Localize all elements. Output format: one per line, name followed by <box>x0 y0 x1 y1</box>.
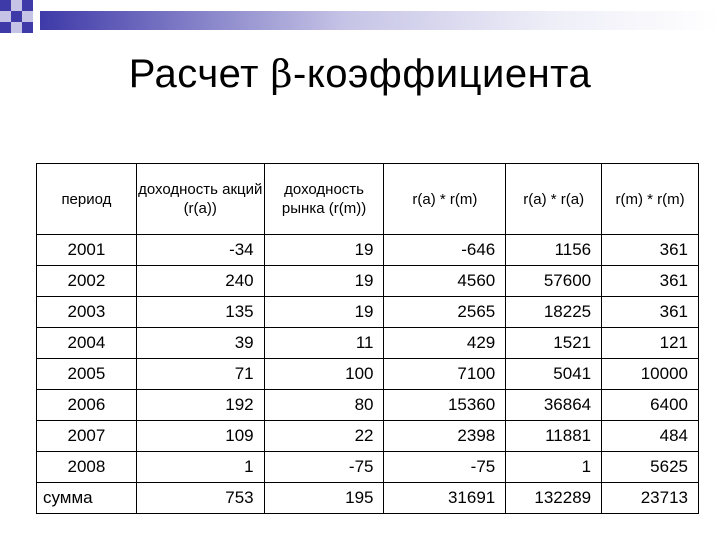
market-return-cell: -75 <box>264 452 384 483</box>
title-beta-symbol: β <box>270 52 293 96</box>
table-row <box>37 235 699 266</box>
ra-ra-cell: 36864 <box>506 390 602 421</box>
market-return-cell: 19 <box>264 297 384 328</box>
period-cell: 2002 <box>37 266 137 297</box>
ra-ra-cell: 1 <box>506 452 602 483</box>
rm-rm-cell: 484 <box>602 421 699 452</box>
period-cell: 2006 <box>37 390 137 421</box>
market-return-cell: 22 <box>264 421 384 452</box>
total-stock-return-cell: 753 <box>136 483 264 514</box>
table-row <box>37 452 699 483</box>
period-cell: 2001 <box>37 235 137 266</box>
stock-return-cell: 192 <box>136 390 264 421</box>
stock-return-cell: 109 <box>136 421 264 452</box>
ra-ra-cell: 11881 <box>506 421 602 452</box>
rm-rm-cell: 361 <box>602 235 699 266</box>
ra-rm-cell: 4560 <box>384 266 506 297</box>
stock-return-cell: -34 <box>136 235 264 266</box>
period-cell: 2008 <box>37 452 137 483</box>
table-row <box>37 390 699 421</box>
header-stock-return: доходность акций (r(a)) <box>136 164 264 235</box>
header-ra-rm: r(a) * r(m) <box>384 164 506 235</box>
table-row <box>37 266 699 297</box>
deco-square <box>22 0 33 11</box>
table-header-row <box>37 164 699 235</box>
stock-return-cell: 39 <box>136 328 264 359</box>
header-ra-ra: r(a) * r(a) <box>506 164 602 235</box>
ra-rm-cell: -646 <box>384 235 506 266</box>
title-suffix: -коэффициента <box>293 52 592 96</box>
table-row <box>37 359 699 390</box>
ra-ra-cell: 1156 <box>506 235 602 266</box>
total-ra-ra-cell: 132289 <box>506 483 602 514</box>
ra-rm-cell: 15360 <box>384 390 506 421</box>
stock-return-cell: 71 <box>136 359 264 390</box>
market-return-cell: 80 <box>264 390 384 421</box>
period-cell: 2003 <box>37 297 137 328</box>
ra-rm-cell: 2398 <box>384 421 506 452</box>
stock-return-cell: 135 <box>136 297 264 328</box>
deco-square <box>11 11 22 22</box>
ra-rm-cell: 7100 <box>384 359 506 390</box>
deco-square <box>11 22 22 33</box>
market-return-cell: 19 <box>264 235 384 266</box>
deco-gradient-stripe <box>40 11 720 30</box>
beta-calculation-table <box>36 163 699 514</box>
header-rm-rm: r(m) * r(m) <box>602 164 699 235</box>
ra-ra-cell: 5041 <box>506 359 602 390</box>
header-market-return: доходность рынка (r(m)) <box>264 164 384 235</box>
deco-square <box>22 22 33 33</box>
header-period: период <box>37 164 137 235</box>
total-label: сумма <box>37 483 137 514</box>
total-rm-rm-cell: 23713 <box>602 483 699 514</box>
table-row <box>37 421 699 452</box>
total-ra-rm-cell: 31691 <box>384 483 506 514</box>
rm-rm-cell: 6400 <box>602 390 699 421</box>
total-row <box>37 483 699 514</box>
ra-ra-cell: 18225 <box>506 297 602 328</box>
period-cell: 2007 <box>37 421 137 452</box>
ra-rm-cell: 2565 <box>384 297 506 328</box>
ra-ra-cell: 1521 <box>506 328 602 359</box>
stock-return-cell: 1 <box>136 452 264 483</box>
deco-square <box>0 11 11 22</box>
stock-return-cell: 240 <box>136 266 264 297</box>
deco-square <box>22 11 33 22</box>
rm-rm-cell: 121 <box>602 328 699 359</box>
market-return-cell: 19 <box>264 266 384 297</box>
decorative-header-pattern <box>0 0 720 40</box>
title-prefix: Расчет <box>128 52 271 96</box>
period-cell: 2005 <box>37 359 137 390</box>
rm-rm-cell: 5625 <box>602 452 699 483</box>
total-market-return-cell: 195 <box>264 483 384 514</box>
rm-rm-cell: 361 <box>602 266 699 297</box>
rm-rm-cell: 361 <box>602 297 699 328</box>
slide-title <box>0 52 720 97</box>
market-return-cell: 11 <box>264 328 384 359</box>
deco-square <box>11 0 22 11</box>
table-row <box>37 297 699 328</box>
table-row <box>37 328 699 359</box>
deco-square <box>0 22 11 33</box>
period-cell: 2004 <box>37 328 137 359</box>
ra-rm-cell: -75 <box>384 452 506 483</box>
deco-square <box>0 0 11 11</box>
rm-rm-cell: 10000 <box>602 359 699 390</box>
ra-ra-cell: 57600 <box>506 266 602 297</box>
ra-rm-cell: 429 <box>384 328 506 359</box>
market-return-cell: 100 <box>264 359 384 390</box>
